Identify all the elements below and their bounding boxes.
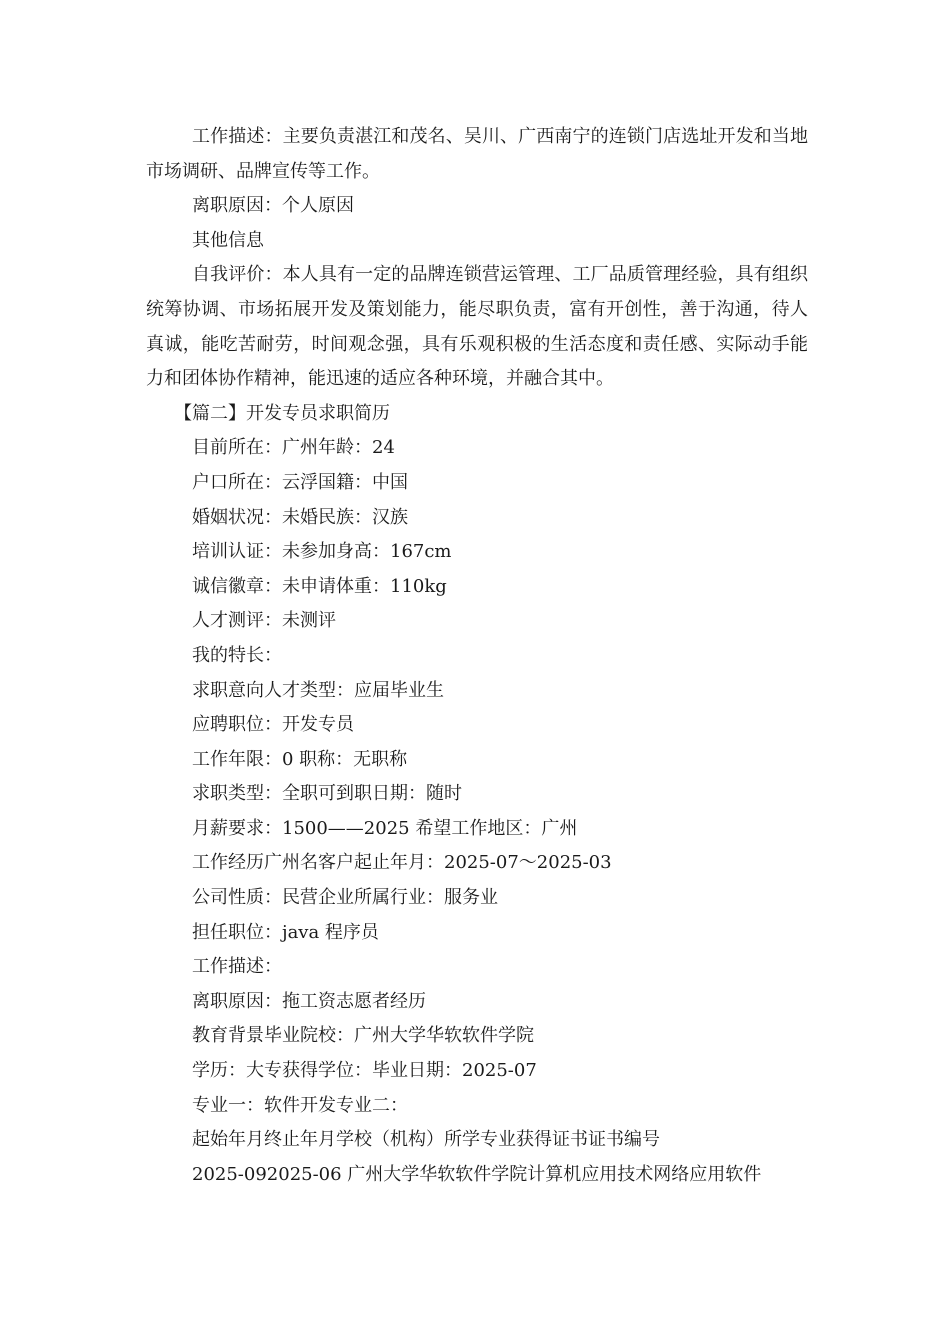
section-heading: 【篇二】开发专员求职简历 bbox=[174, 402, 390, 424]
resume-line: 户口所在：云浮国籍：中国 bbox=[192, 471, 408, 493]
resume-line: 诚信徽章：未申请体重：110kg bbox=[192, 575, 447, 597]
resume-line: 工作年限：0 职称：无职称 bbox=[192, 748, 408, 770]
document-body bbox=[146, 120, 808, 1192]
resume-line: 月薪要求：1500——2025 希望工作地区：广州 bbox=[192, 817, 578, 839]
resume-line: 专业一：软件开发专业二： bbox=[192, 1094, 408, 1116]
resume-line: 2025-092025-06 广州大学华软软件学院计算机应用技术网络应用软件 bbox=[192, 1163, 762, 1185]
resume-line: 我的特长： bbox=[192, 644, 282, 666]
work-description-paragraph: 工作描述：主要负责湛江和茂名、吴川、广西南宁的连锁门店选址开发和当地市场调研、品牌宣传等工作。 bbox=[146, 126, 808, 182]
resume-line: 起始年月终止年月学校（机构）所学专业获得证书证书编号 bbox=[192, 1129, 660, 1151]
resume-line: 工作经历广州名客户起止年月：2025-07～2025-03 bbox=[192, 852, 612, 874]
other-info-heading: 其他信息 bbox=[192, 229, 264, 251]
resume-line: 应聘职位：开发专员 bbox=[192, 714, 354, 736]
resume-line: 担任职位：java 程序员 bbox=[192, 921, 379, 943]
resume-line: 人才测评：未测评 bbox=[192, 610, 336, 632]
resume-line: 培训认证：未参加身高：167cm bbox=[192, 541, 452, 563]
resume-line: 离职原因：拖工资志愿者经历 bbox=[192, 990, 426, 1012]
resume-line: 目前所在：广州年龄：24 bbox=[192, 437, 395, 459]
resume-line: 求职类型：全职可到职日期：随时 bbox=[192, 783, 462, 805]
resume-line: 婚姻状况：未婚民族：汉族 bbox=[192, 506, 408, 528]
resume-line: 求职意向人才类型：应届毕业生 bbox=[192, 679, 444, 701]
leave-reason-line: 离职原因：个人原因 bbox=[192, 195, 354, 217]
resume-line: 学历：大专获得学位：毕业日期：2025-07 bbox=[192, 1060, 537, 1082]
resume-line: 教育背景毕业院校：广州大学华软软件学院 bbox=[192, 1025, 534, 1047]
resume-line: 公司性质：民营企业所属行业：服务业 bbox=[192, 887, 498, 909]
resume-line: 工作描述： bbox=[192, 956, 282, 978]
self-evaluation-paragraph: 自我评价：本人具有一定的品牌连锁营运管理、工厂品质管理经验，具有组织统筹协调、市场拓展开发及策划能力，能尽职负责，富有开创性，善于沟通，待人真诚，能吃苦耐劳，时间观念强，具有乐观积极的生活态度和责任感、实际动手能力和团体协作精神，能迅速的适应各种环境，并融合其中。 bbox=[146, 264, 808, 390]
